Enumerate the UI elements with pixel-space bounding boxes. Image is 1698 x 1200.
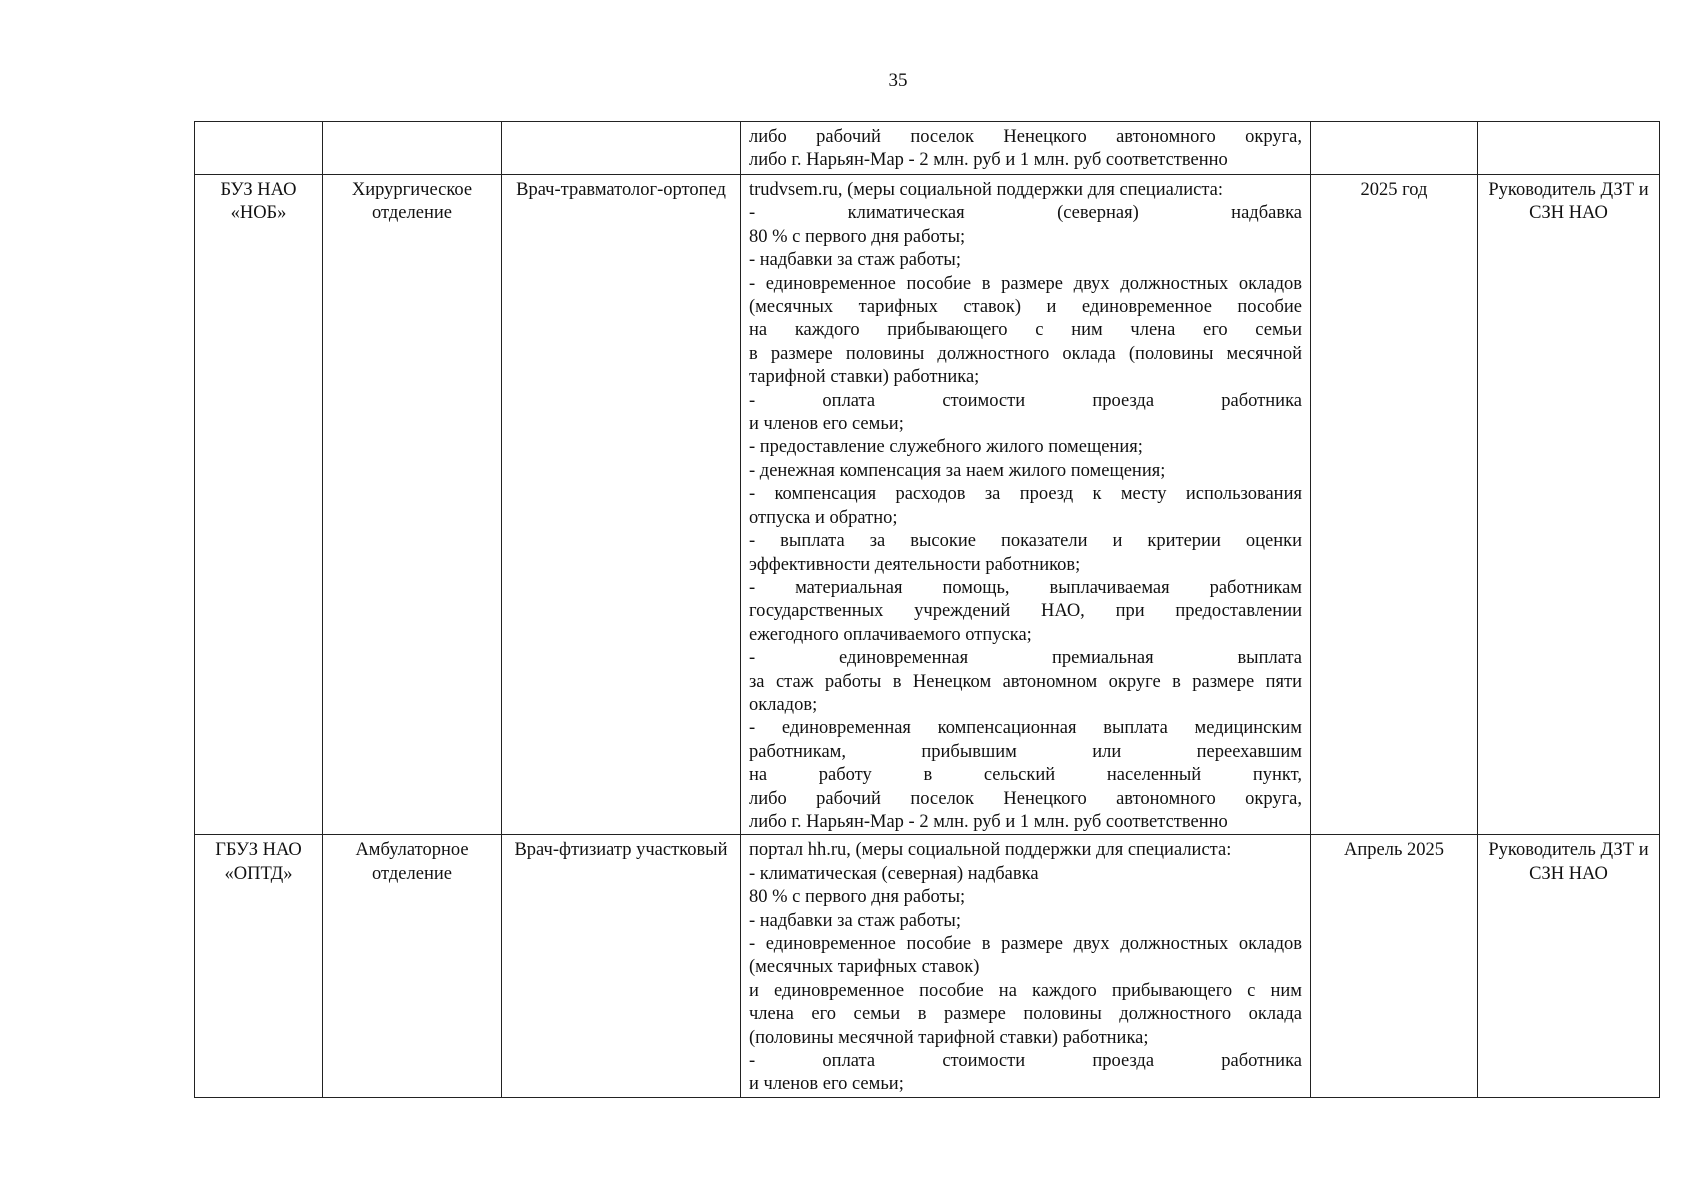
measure-line: - материальная помощь, выплачиваемая работникам	[749, 577, 1302, 598]
measure-line: - надбавки за стаж работы;	[749, 910, 962, 931]
org-cell	[195, 122, 323, 175]
measure-line: - оплата стоимости проезда работника	[749, 390, 1302, 411]
measure-line: - предоставление служебного жилого помещения;	[749, 437, 1143, 458]
measures-table	[194, 121, 1660, 1098]
measure-line: - климатическая (северная) надбавка	[749, 203, 1302, 224]
measure-line: и членов его семьи;	[749, 1074, 904, 1095]
measure-line: trudvsem.ru, (меры социальной поддержки для специалиста:	[749, 180, 1223, 200]
responsible-cell: Руководитель ДЗТ и СЗН НАО	[1478, 175, 1660, 835]
measure-line: - единовременное пособие в размере двух должностных окладов	[749, 273, 1302, 294]
measure-line: 80 % с первого дня работы;	[749, 226, 966, 247]
measure-line: - единовременное пособие в размере двух должностных окладов	[749, 934, 1302, 954]
support-measures-cell	[741, 122, 1311, 175]
measure-line: государственных учреждений НАО, при предоставлении	[749, 601, 1302, 622]
measure-line: ежегодного оплачиваемого отпуска;	[749, 624, 1032, 645]
term-cell: 2025 год	[1311, 175, 1478, 835]
measure-line: отпуска и обратно;	[749, 507, 898, 528]
measure-line: тарифной ставки) работника;	[749, 367, 980, 388]
measure-line: либо г. Нарьян-Мар - 2 млн. руб и 1 млн. руб соответственно	[749, 811, 1228, 832]
responsible-cell: Руководитель ДЗТ и СЗН НАО	[1478, 835, 1660, 1097]
org-cell: ГБУЗ НАО «ОПТД»	[195, 835, 323, 1097]
measure-line: - надбавки за стаж работы;	[749, 250, 962, 271]
table-row	[195, 835, 1660, 1097]
support-measures-cell	[741, 835, 1311, 1097]
measure-line: либо рабочий поселок Ненецкого автономного округа,	[749, 127, 1302, 147]
measure-line: члена его семьи в размере половины должностного оклада	[749, 1004, 1302, 1025]
measure-line: - климатическая (северная) надбавка	[749, 863, 1039, 884]
measure-line: и единовременное пособие на каждого прибывающего с ним	[749, 980, 1302, 1001]
measure-line: окладов;	[749, 694, 818, 715]
measure-line: либо рабочий поселок Ненецкого автономного округа,	[749, 788, 1302, 809]
measure-line: (месячных тарифных ставок) и единовременное пособие	[749, 297, 1302, 318]
term-cell: Апрель 2025	[1311, 835, 1478, 1097]
term-cell	[1311, 122, 1478, 175]
table-row	[195, 175, 1660, 835]
measure-line: на работу в сельский населенный пункт,	[749, 765, 1302, 786]
measure-line: 80 % с первого дня работы;	[749, 887, 966, 908]
position-cell: Врач-фтизиатр участковый	[502, 835, 741, 1097]
department-cell	[323, 122, 502, 175]
position-cell: Врач-травматолог-ортопед	[502, 175, 741, 835]
measure-line: на каждого прибывающего с ним члена его семьи	[749, 320, 1302, 341]
page-number: 35	[888, 70, 908, 91]
measure-line: - единовременная премиальная выплата	[749, 648, 1302, 669]
measure-line: - выплата за высокие показатели и критерии оценки	[749, 531, 1302, 552]
measure-line: - оплата стоимости проезда работника	[749, 1051, 1302, 1072]
department-cell: Амбулаторное отделение	[323, 835, 502, 1097]
measure-line: - денежная компенсация за наем жилого помещения;	[749, 460, 1166, 481]
measure-line: - единовременная компенсационная выплата медицинским	[749, 718, 1302, 739]
measure-line: работникам, прибывшим или переехавшим	[749, 741, 1302, 762]
measure-line: портал hh.ru, (меры социальной поддержки для специалиста:	[749, 840, 1232, 861]
department-cell: Хирургическое отделение	[323, 175, 502, 835]
measure-line: в размере половины должностного оклада (половины месячной	[749, 343, 1302, 364]
measure-line: (половины месячной тарифной ставки) работника;	[749, 1027, 1149, 1048]
responsible-cell	[1478, 122, 1660, 175]
org-cell: БУЗ НАО «НОБ»	[195, 175, 323, 835]
measure-line: и членов его семьи;	[749, 414, 904, 435]
position-cell	[502, 122, 741, 175]
measure-line: - компенсация расходов за проезд к месту использования	[749, 484, 1302, 505]
support-measures-cell	[741, 175, 1311, 835]
measure-line: эффективности деятельности работников;	[749, 554, 1081, 575]
measure-line: за стаж работы в Ненецком автономном округе в размере пяти	[749, 671, 1302, 692]
measure-line: либо г. Нарьян-Мар - 2 млн. руб и 1 млн. руб соответственно	[749, 150, 1228, 171]
measure-line: (месячных тарифных ставок)	[749, 957, 980, 978]
table-row	[195, 122, 1660, 175]
